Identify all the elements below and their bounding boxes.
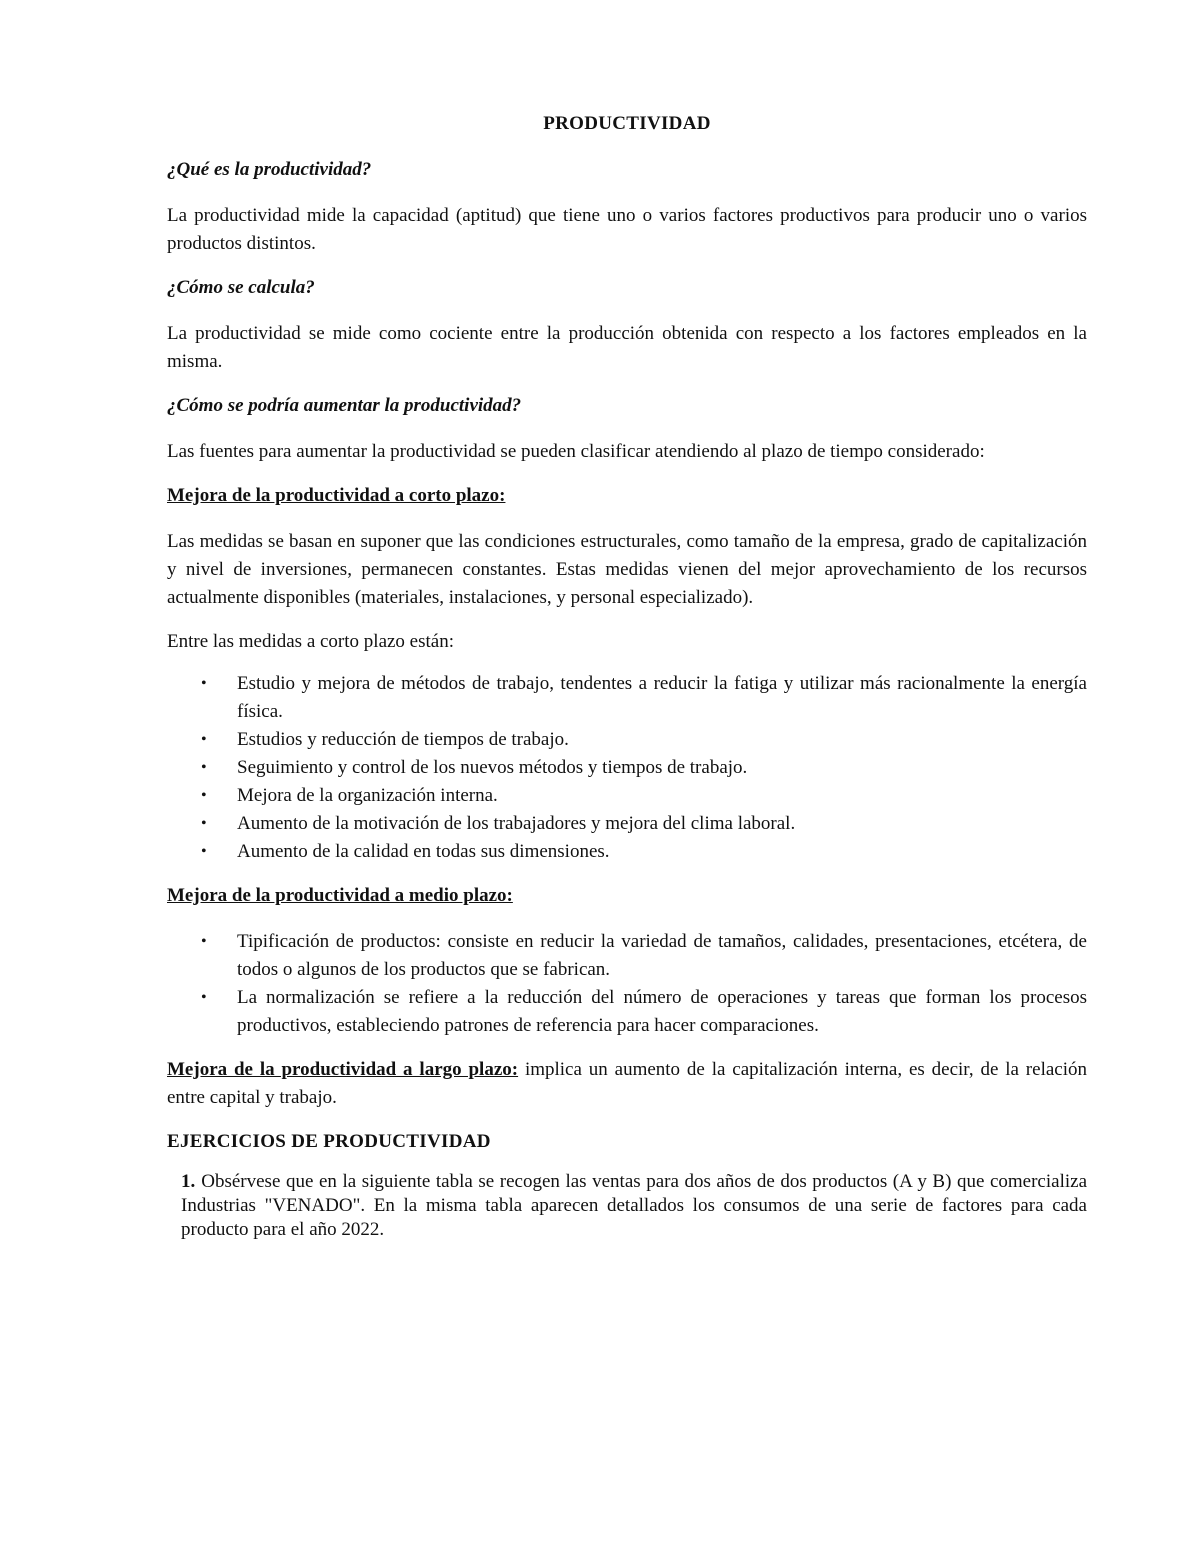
- exercise-text: Obsérvese que en la siguiente tabla se recogen las ventas para dos años de dos productos (A y B) que comercializa Industrias "VENADO". En la misma tabla aparecen detallados los consumos de una serie de factores para cada producto para el año 2022.: [181, 1171, 1087, 1240]
- bullet-icon: •: [201, 787, 207, 804]
- list-item: • Aumento de la calidad en todas sus dimensiones.: [237, 838, 1087, 866]
- bullet-icon: •: [201, 815, 207, 832]
- question-what-is: ¿Qué es la productividad?: [167, 159, 372, 180]
- heading-exercises: EJERCICIOS DE PRODUCTIVIDAD: [167, 1131, 491, 1152]
- paragraph-short-term-intro: Entre las medidas a corto plazo están:: [167, 631, 455, 652]
- short-term-list: [167, 670, 1087, 866]
- bullet-icon: •: [201, 731, 207, 748]
- list-item: • Seguimiento y control de los nuevos métodos y tiempos de trabajo.: [237, 754, 1087, 782]
- heading-short-term: Mejora de la productividad a corto plazo:: [167, 485, 506, 506]
- paragraph-definition: La productividad mide la capacidad (aptitud) que tiene uno o varios factores productivos para producir uno o varios productos distintos.: [167, 205, 1087, 254]
- list-item: • Mejora de la organización interna.: [237, 782, 1087, 810]
- paragraph-calculation: La productividad se mide como cociente entre la producción obtenida con respecto a los factores empleados en la misma.: [167, 323, 1087, 372]
- heading-long-term: Mejora de la productividad a largo plazo:: [167, 1059, 519, 1080]
- exercise-number: 1.: [181, 1171, 196, 1192]
- medium-term-list: [167, 928, 1087, 1040]
- exercise-item: [181, 1170, 1087, 1242]
- list-item: • Estudios y reducción de tiempos de trabajo.: [237, 726, 1087, 754]
- bullet-icon: •: [201, 759, 207, 776]
- paragraph-short-term: Las medidas se basan en suponer que las condiciones estructurales, como tamaño de la empresa, grado de capitalización y nivel de inversiones, permanecen constantes. Estas medidas vienen del mejor aprovechamiento de los recursos actualmente disponibles (materiales, instalaciones, y personal especializado).: [167, 531, 1087, 608]
- document-title: PRODUCTIVIDAD: [543, 113, 711, 134]
- exercise-list: [167, 1170, 1087, 1242]
- paragraph-sources: Las fuentes para aumentar la productividad se pueden clasificar atendiendo al plazo de tiempo considerado:: [167, 441, 985, 462]
- list-item: • Aumento de la motivación de los trabajadores y mejora del clima laboral.: [237, 810, 1087, 838]
- list-item: • La normalización se refiere a la reducción del número de operaciones y tareas que forman los procesos productivos, estableciendo patrones de referencia para hacer comparaciones.: [237, 984, 1087, 1040]
- bullet-icon: •: [201, 843, 207, 860]
- bullet-icon: •: [201, 989, 207, 1006]
- bullet-icon: •: [201, 933, 207, 950]
- question-how-increase: ¿Cómo se podría aumentar la productividad?: [167, 395, 522, 416]
- list-item: • Estudio y mejora de métodos de trabajo, tendentes a reducir la fatiga y utilizar más racionalmente la energía física.: [237, 670, 1087, 726]
- long-term-text: implica un aumento de la capitalización interna, es decir, de la relación entre capital y trabajo.: [167, 1059, 1087, 1108]
- heading-medium-term: Mejora de la productividad a medio plazo:: [167, 885, 513, 906]
- list-item: • Tipificación de productos: consiste en reducir la variedad de tamaños, calidades, presentaciones, etcétera, de todos o algunos de los productos que se fabrican.: [237, 928, 1087, 984]
- document-page: [167, 110, 1087, 1242]
- question-how-calculate: ¿Cómo se calcula?: [167, 277, 315, 298]
- paragraph-long-term: [167, 1056, 1087, 1112]
- bullet-icon: •: [201, 675, 207, 692]
